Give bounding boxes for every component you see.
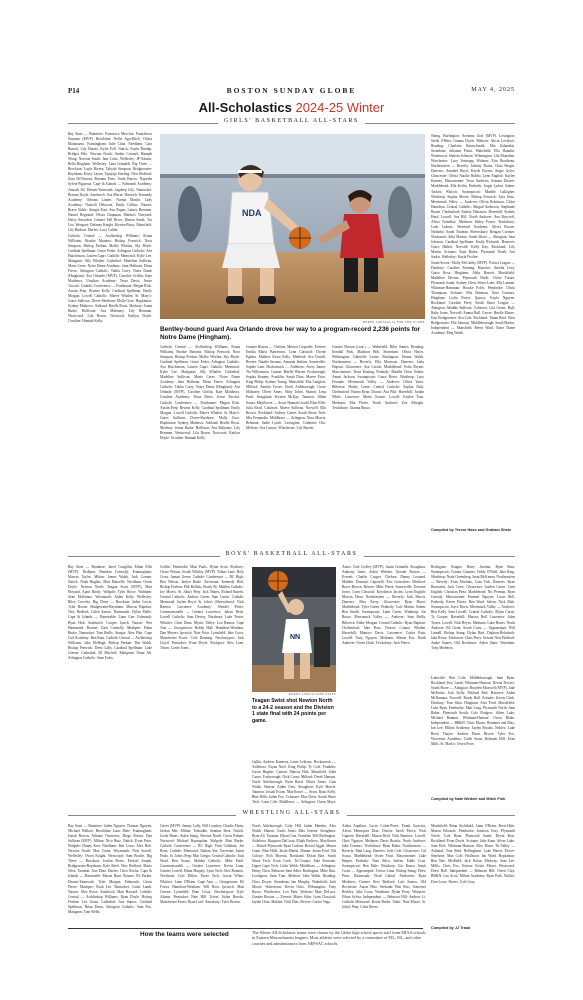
svg-text:NDA: NDA [242,208,262,218]
wrestling-column-3: North Attleborough: Cody Hill, Jaden Mendes, Alex Walsh. Sharon: Curtis Jones, Max Greene. Stoughton: Ryan Ali. Taunton: Ethan Cruz. Franklin: Will Buffington. Attleboro: Kingston DaCosta, Elijah Pacheco. Mayflower — Bristol-Plymouth: Ryan Carlson. Bristol Aggie: Mason Grant. Blue Hills: Jacob Martin. Diman: Justin Ford. Old Colony: Nick Moreau. Rockland: Dylan Hart. South Shore Tech: Evan Cook. Tri-County: Jake Fontaine. Upper Cape Tech: Colin Webb. Middlesex — Arlington: Henry Chen. Belmont: Sam Adler. Burlington: Mike Kim. Lexington: Sean Tran. Melrose: Jake Walsh. Reading: Chris Dwyer. Stoneham: Ian Murphy. Wakefield: Jack Moore. Watertown: Kevin Ortiz. Wilmington: Tony Russo. Winchester: Leo Park. Woburn: Matt DeLuca. Greater Boston — Everett: Mateo Silva. Lynn Classical: Jaylen Ortiz. Malden: Nick Dias. Revere: Carlos Vega. [252,824,336,904]
boys-column-3: Gallin, Andrew Kanavos, Louie Lebrosa. Hockomock — Attleboro: Kiyan Noel. King Philip: Ty Cole. Franklin: Gavin Hughes. Canton: Marcus Holt. Mansfield: Jalen Carter. Foxborough: Nick Corey. Milford: Derek Hanson. North Attleborough: Ryan Reed. Oliver Ames: Cam Walsh. Sharon: Aidan Grey. Stoughton: Kyle Morris. Taunton: Josiah Evans. Mayflower — Avon: Ryan Kelly. Blue Hills: Jaden Fox. Cohasset: Max Drew. South Shore Tech: Liam Cole. Middlesex — Arlington: Owen Mays. [252,760,336,805]
selection-text: The Winter All-Scholastic teams were chosen by the Globe high school sports staff from MIAA schools in Eastern Massachusetts leagues. Most athletes were selected by a committee of EIL, ISL, and other coaches and administrators from NEPSAC schools. [252,930,426,946]
page-title-main: All-Scholastics [198,100,292,115]
boys-column-5: Rodriguez. Saugus: Harry Joeamo, Ryan Shea. Swampscott: Connor Cianetto, Teddy O'Neill, Jake King. Winthrop: Noah Greenberg, Sean McKenna. Northeastern — Beverly: Evan Morinko, Cam Vick. Danvers: Ryan Bornstein, Jack Cross. Gloucester: Jayden Carter. Lynn English: Christian Pena. Marblehead: Nic Perman, Ryan Cassidy. Masconomet: Emmett Nguyen, Lucas Bell. Peabody: Kevin Flores, Ben Ward. Salem: Nick Dale. Swampscott: Jayce Davis. Merrimack Valley — Andover: Ben Kelly, Sam Lowell. Central Catholic: Rylan Curtis, Ty Cooper. Haverhill: Marcus Bell. Lawrence: Jalen Torres. Lowell: Nick Reyes. Methuen: Luke Harris. North Andover: Eli Grant. South Coast — Apponequet: Will Linnell. Bishop Stang: Dylan Hart. Dighton-Rehoboth: Jake Rowe. Fairhaven: Chris Perry. Greater New Bedford: Andre Soares. Old Rochester: Aiden Shaw. Wareham: Tony Medeiros. [431,565,515,650]
wrestling-column-4: Aiden Aquilina, Lucio Colon-Perez. Frank Gouveia, Alexis Henriquez Diaz. Dracut: Jacob Pierce, Nick Giguere. Haverhill: Mason Reid. Nick Ramirez. Lowell: Chris Nguyen. Methuen: Davis Brooks. North Andover: Jake Connors. Tewksbury: Ryan Baker. Northeastern — Beverly: Matt Lang. Danvers: Josh Cole. Gloucester: Cal Sousa. Marblehead: Owen Frost. Masconomet: Luke Harper. Peabody: Nate Silva. Salem: Eddie Cruz. Swampscott: Ben Hale. Winthrop: Gio Russo. South Coast — Apponequet: Trevor Lima. Bishop Stang: Drew Pires. Dartmouth: Noah Cabral. Fairhaven: Ryan Medeiros. Greater New Bedford: Luis Santos. Old Rochester: Aaron Pike. Seekonk: Ben Reis. Somerset Berkley: Jake Costa. Wareham: Dylan Perry. Westport: Ethan Sylvia. Independent — Belmont Hill: Andrew Li. Catholic Memorial: Kevin Burke. Tabor: Nate Moore. St. John's Prep: Colin Reese. [342,824,426,909]
page-title-year: 2024-25 Winter [295,100,385,115]
boys-basketball-photo [252,567,336,692]
boys-column-1: Bay State — Braintree: Jared Coughlin, Ethan Ellis (MVP). Dedham: Brendan Connolly. Framingham: Marcus Taylor. Milton: James Walsh, Jack Conner. Natick: Noah Hughes, Matt Marcelle. Needham: Owen Doyle. Newton North: Teagan Swist (MVP), Matt Howard, Ajani Hardy. Walpole: Tyler Rowe. Waltham: Sean McKenna. Weymouth: Aiden Kelly. Wellesley: Riley Crowley. Big Three — Brockton: Jaden Lewis, Tyler Boone. Bridgewater-Raynham: Marcus Baptiste. New Bedford: Caleb Santos. Dartmouth: Dylan Mello. Cape & Islands — Barnstable: Liam Carr. Falmouth: Ryan Holt. Sandwich: Cooper Lynch. Nauset: Wes Hammond. Bourne: Zach Connolly. Mashpee: Ethan Burke. Nantucket: Tom Reilly. Sturgis: Alex Pike. Cape Cod Academy: Ben Ruiz. Catholic Central — Archbishop Williams: Jake McHugh. Bishop Feehan: Tim Walsh. Bishop Fenwick: Drew Lally. Cardinal Spellman: Luke Greene. Cathedral: DJ Mitchell. Matignon: Omar Ali. Arlington Catholic: Sean Foley. [68,565,152,660]
girls-photo [160,134,425,319]
girls-column-1: Bay State — Braintree: Francesca Mecchia, Franchesca Surjanto (MVP). Brookline: Nellie Agu-Kitch, Olivia Mattarazzo. Framingham: Julie Chan. Needham: Cara Barrett, Lily Duraio, Kylie Foll. Natick: Kayla Dunlap, Bridget Pelo. Newton North: Amber Coronel, Hannah Wong. Newton South: Jane Lobo. Wellesley: JP Adams, Bella Bingham. Wellesley: Lana Grimaldi. Big Three — Brockton: Layla Rivera, Taliyah Simpson. Bridgewater-Raynham: Kerry Layne, Tajayuja Starling. New Bedford: Zara DeVincent, Brianna Pires. Jesda Barros. Nayasha Sylvia-Figueroa. Cape & Islands — Falmouth Academy: Amirah Sil. Dennis-Yarmouth: Jagdeep Lily. Nantucket: Brenna Doyle. Sandwich: Ava Morin. Harwich: Kennedy Academy: Orleans Linnes. Norma Martin. Lady Academy: Nazvell Delacruz, Emily Collins. Nauset: Brave Noble. Sturgis East: Ava Pagan, Lainey Brennan. Nauset Regional: Olivia Chapman. Martha's Vineyard: Daisy Snowden. Greater Fall River: Diman Sarah. Tor Leo. Westport: Delaney Knight, Kirsten Bracy. Mansfield: Lily Hudson. Durfee: Lucy Calder. Catholic Central — Archbishop Williams: Kiana Williams, Brooke Maratea. Bishop Fenwick: Nora Simpson, Bishop Feehan: Mollie Whelan, Sky Boyle. Cardinal Spellman: Grace Fedor. Arlington Catholic: Ava Hutchinson, Lauren Capri. Catholic Memorial: Kylie Lee. Matignon: Ally Whalen. Cathedral: Madeline Sullivan, Marie Ceres. Notre Dame Academy: Jana Halloran, Elena Fierro. Arlington Catholic: Tahlia Corry. Notre Dame (Hingham): Ava Orlando (MVP), Caroline Griffin, Kate Matthews. Ursuline Academy: Tessa Davis, Jessie Tuccini. Catholic Conference — Fontbonne: Megan Rich. Austin Prep: Brynne Kelly. Cardinal Spellman: Emily Morgan. Lowell Catholic: Maeve Whalen. St. Mary's: Grace Sullivan. Dover-Sherborn: Molly Gore. Hopkinton: Sydney Mathews. Ashland: Brielle Rossi. Medway: Jenna Burke. Holliston: Ava Mahoney, Lily Brennan. Westwood: Lila Rosen. Norwood: Kaitlyn Doyle. Ursuline: Hannah Kelly. [68,132,152,324]
boys-column-4: Amos: Cole Creffey (MVP), Justin Grimaldi. Stoughton: Anthony Jones. Aiden Webster. Greater Boston — Everett: Charlie Cooper. Chelsea: Danny Leonard. Malden: Dominic Caporelli, Eric Goncalves. Medford: Bryce Brown. Revere: Mike Pierre. Somerville: Terrence Jones. Lynn Classical: Keyshawn Jacobs. Lynn English: Marcus Dean. Northeastern — Beverly: Jack Morris. Danvers: Max Kerry. Gloucester: Ryan Howe. Marblehead: Tyler Green. Peabody: Cole Martin. Salem: Ben Smith. Swampscott: Liam Carter. Winthrop: Joe Russo. Merrimack Valley — Andover: Sam Reilly. Billerica: Eddie Morgan. Central Catholic: Ryan Baptiste. Chelmsford: Jake Ross. Dracut: Connor Whalen. Haverhill: Maurice Davis. Lawrence: Carlos Ruiz. Lowell: Tony Nguyen. Methuen: Mason Fox. North Andover: Owen Clark. Tewksbury: Jack Pierce. [342,565,426,645]
girls-column-3: Greater Boston — Chelsea: Monica Cespedes. Everett: Emilia Maria Barrientos. Lynn Classical: Divine Egbeta. Malden: Keira Kelly. Medford: Ava Duvall. Revere: Natalie Serrano, Amanda Jenkins. Somerville: Sophie Lam. Hockomock — Attleboro: Avery James, Tia Williamson. Canton: Brielle Warren. Foxborough: Sophia Kenney. Franklin: Sarah Dion, Maeve Price. King Philip: Sydney Young. Mansfield: Mia Langlois. Milford: Amelia Torres. North Attleborough: Grace Mahoney. Oliver Ames: Abby Tobin. Sharon: Lena Patel. Stoughton: Kirsten McKay. Taunton: Jillian Souza. Mayflower — Avon: Hannah Gould. Blue Hills: Julia Read. Cohasset: Maeve Sullivan. Norwell: Ella Brown. Rockland: Sydney Carter. South Shore Tech: Mia Fernandes. Middlesex — Arlington: Nora Morris. Belmont: Sadie Lynch. Lexington: Catherine Cho. Melrose: Ava Conroy. Winchester: Lily Barrett. [246,345,326,430]
issue-date: MAY 4, 2025 [471,87,515,93]
girls-column-4: Greater Boston (cont.) — Wakefield: Riley Santos. Reading: Kendall Park, Madison Holt. Stoneham: Olivia Hayes. Wilmington: Gabrielle Leone. Burlington: Emma Walsh. Northeastern — Beverly: Ella Morrison. Danvers: Jaela Dupont. Gloucester: Ava Cusick. Marblehead: Sofia Bryant. Masconomet: Tessa Keating. Peabody: Maddie Chen. Salem: Amari Jackson. Swampscott: Grace Rowe. Winthrop: Lucy Ferrante. Merrimack Valley — Andover: Olivia Yates. Billerica: Hailey Crane. Central Catholic: Sophia Daly. Chelmsford: Emma Ryan. Dracut: Ava Pike. Haverhill: Jordan White. Lawrence: Maria Gomez. Lowell: Kaylee Tran. Methuen: Mia Flores. North Andover: Zoe Albright. Tewksbury: Gianna Russo. [332,345,424,410]
girls-photo-caption: Bentley-bound guard Ava Orlando drove her way to a program-record 2,236 points for Notre Dame (Hingham). [160,326,421,341]
boys-column-2: Griffin. Pembroke: Matt Pauls, Dylan Scott. Roxbury: Chase Wilson, Josiah Whitley (MVP). Tobias Lane. Holy Cross: Jamari Green. Catholic Conference — BC High: Ben Nelson, Jaelyn Beale. Xavierian: Kennedy Holt, Bishop Feehan: Phil Bellido, Brody Bi. Malden Catholic: Joe Morris. St. John's Prep: Jack Nunes, Roland Barrett. Central Catholic: Andrew Green, Sam Curtin. Catholic Memorial: Jaylen Boyd. St. John's (Shrewsbury): Nick Barrow. Lawrence Academy: Wendel Pierre. Commonwealth — Greater Lawrence: Julian Beck. Lowell Catholic: Sam Dewey. Northeast: Luke Torres. Whittier: Chris Dean. Mystic Valley: Leo Ramos. Cape Ann — Georgetown: Bobby Hall. Hamilton-Wenham: Dan Meyers. Ipswich: Nate Price. Lynnfield: Jake Cross. Manchester Essex: Cole Denning. Newburyport: Jack Lloyd. Pentucket: Evan Doyle. Rockport: Alex Lane. Triton: Carter Jones. [160,565,244,650]
page-title [0,100,583,115]
girls-column-2: Catholic Central — Archbishop Williams: Kiana Williams, Brooke Maratea. Bishop Fenwick: Nora Simpson, Bishop Feehan: Mollie Whelan, Sky Boyle. Cardinal Spellman: Grace Fedor. Arlington Catholic: Ava Hutchinson, Lauren Capri. Catholic Memorial: Kylie Lee. Matignon: Ally Whalen. Cathedral: Madeline Sullivan, Marie Ceres. Notre Dame Academy: Jana Halloran, Elena Fierro. Arlington Catholic: Tahlia Corry. Notre Dame (Hingham): Ava Orlando (MVP), Caroline Griffin, Kate Matthews. Ursuline Academy: Tessa Davis, Jessie Tuccini. Catholic Conference — Fontbonne: Megan Rich. Austin Prep: Brynne Kelly. Cardinal Spellman: Emily Morgan. Lowell Catholic: Maeve Whalen. St. Mary's: Grace Sullivan. Dover-Sherborn: Molly Gore. Hopkinton: Sydney Mathews. Ashland: Brielle Rossi. Medway: Jenna Burke. Holliston: Ava Mahoney, Lily Brennan. Westwood: Lila Rosen. Norwood: Kaitlyn Doyle. Ursuline: Hannah Kelly. [160,345,240,440]
section-header-girls: GIRLS' BASKETBALL ALL-STARS [68,118,515,128]
boys-column-6: Lakeville: Ben Cole. Middleborough: Sam Ryan. Rockland: Eric Lamb. Whitman-Hanson: Devon Powers. South Shore — Abington: Brayden Maxwell (MVP). Jake McEntire. Jack Kelly. Michael Reil. Hanover: Aiden McNamara. Norwell: Brady Hall. Scituate: Kevin Clark. Duxbury: Tom Shea. Hingham: Alex Ford. Marshfield: Luke Ryan. Pembroke: Matt Long. Plymouth North: Sam Baker. Plymouth South: Cole Rodgers. Silver Lake: Michael Bannon. Whitman-Hanson: Owen Blake. Independent — BB&N: Chris Moore. Brimmer and May: Ian Lee. Milton Academy: Jaylen Brooks. Nobles: Luke Reed. Thayer: Andrew Dunn. Rivers: Tyler Fox. Worcester Academy: Caleb Stone. Belmont Hill: Evan Mills. St. Mark's: Owen Price. [431,676,515,746]
boys-photo-credit: BARRY CHIN/GLOBE STAFF [288,692,336,696]
boys-photo-caption: Teagan Swist shot Newton North to a 24-2 season and the Division 1 state final with 24 points per game. [252,698,334,724]
wrestling-column-5: Marshfield: Brian Archibald, Liam O'Brien, Brett Hale. Mason Edwards. Pembroke: Jamison Gray. Plymouth North: Cole Ryan. Plymouth South: Devin Kerr. Rockland: Evan Doyle. Scituate: Jake Kane. Silver Lake: Sam Holt. Whitman-Hanson: Alex Dunn. Tri-Valley — Ashland: Tom Reid. Bellingham: Luke Harris. Dover-Sherborn: Max Cole. Holliston: Ian Ward. Hopkinton: Ben Tate. Medfield: Jack Nolan. Medway: Sam Lee. Millis: Chris Fox. Norton: Kevin Mayer. Westwood: Drew Ball. Independent — Belmont Hill: Owen Clay. BB&N: Leo Scott. Milton Academy: Ryan Park. Nobles: Finn Lowe. Rivers: Cole Gray. [431,824,515,884]
wrestling-column-1: Bay State — Braintree: Jaden Nguyen, Thomas Nguyen, Michael Wallace. Brookline: Isaac Rhee. Framingham: Isaiah Brown, Adriano Ontiveros, Diego Rivera. Dan Sullivan (MVP). Milton: Nico Ruiz. Natick: Evan Price. Walpole: Danny Kerr. Needham: Ben Lowe, Alex Holt. Newton North: Max Carter. Weymouth: Nick Sorrell. Wellesley: Owen Knight. Westwood: Sam Brodie. Big Three — Brockton: Jordan Pierre, Ezekiel Joseph. Bridgewater-Raynham: Kyle Reed. New Bedford: Mario Silva. Taunton: Jose Diaz. Durfee: Chris Rocha. Cape & Islands — Barnstable: Mason Hunt. Bourne: Eli Parker. Dennis-Yarmouth: Tyler Morgan. Falmouth: Gavin Pierce. Mashpee: Noah Lee. Nantucket: Carter Lamb. Nauset: Alex Rowe. Sandwich: Matt Howard. Catholic Central — Archbishop Williams: Ryan Doyle. Bishop Feehan: Leo Grant. Cathedral: Jose Santos. Cardinal Spellman: Brian Dunn. Arlington Catholic: Sam Fox. Matignon: Tom Webb. [68,824,152,914]
footer-rule [68,928,423,929]
masthead [68,84,515,98]
wrestling-column-2: Gaves (MVP). Jimmy Lally, Will Lynskey, Charlie Flynn, Jordan Mei. Milton: Teshaddo, Seamus Shea. Natick: Jacob Hines, Aiden Stang. Newton North: Owen Palmer. Norwood: Michael Bayasgalan. Walpole: Matt Burke. Catholic Conference — BC High: Finn Callahan, Joe Ryan. Catholic Memorial: Nathan Yue. Xaverian: Justin Parks. St. John's Prep: Mac Gregor. Central Catholic: Jack Ward, Ben Sousa. Malden Catholic: Mike Patel. Commonwealth — Greater Lawrence: Kevin Luna. Greater Lowell: Ethan Murphy. Lynn Tech: Alex Romero. Northeast: Cole Dillon. Essex Tech: Gavin White. Whittier: Liam O'Brien. Cape Ann — Georgetown: Eli Foster. Hamilton-Wenham: Will Ross. Ipswich: Matt Greene. Lynnfield: Dom Costa. Newburyport: Kyle Adams. Pentucket: Nate Hill. Triton: Aidan Brooks. Manchester Essex: Ryan Lord. Amesbury: Tyler Brown. [160,824,244,904]
section-header-wrestling: WRESTLING ALL-STARS [68,810,515,820]
girls-basketball-photo [160,134,425,319]
boys-compiled-by: Compiled by Nate Weitzer and Mitch Fink [431,797,506,801]
girls-column-5: Sheng. Burlington: Savanna Graf (MVP). Lexington: Stella O'Hara, Gianna Doyle. Melrose: Alicia Lovelace. Reading: Charlotte Reinschmidt, Mia Zaharakis. Stoneham: Julianna Prizzi. Wakefield: Ella Hanafin. Watertown: Shalom Johnson. Wilmington: Lila Monahan. Winchester: Lucy Vontrapp. Woburn: Erin Boudreau. Northeastern — Beverly: Infinity Burns, Clara Bergin. Danvers: Annabel Boyd, Kayde Brown, Angie Gyles. Gloucester: Olivia Natalie Rubbo. Lynn English: Kaylee Kenney. Masconomet: Tessa Andrews, Samara Deaver. Marblehead: Ella Keilin. Peabody: Jorgie Lydon. Salem: Tashira Walcott. Swampscott: Maddie Gallagher. Winthrop: Sophia Moore. Bishop Fenwick: Ayla Sirac. Merrimack Valley — Andover: Olivia Robinson, Chloe Hamilton. Central Catholic: Abigail Anderson, Stephanie Ruane. Chelmsford: Audrey Dimarzio. Haverhill: Sydney Hurd. Lowell: Ava Hill. North Andover: Ana Baycroft, Alexa Tremblay. Methuen: Haley Foster. Tewksbury: Leah Ledoux. Westford Academy: Olivia Brown. Nashoba: Sarah Trudeau. Shrewsbury: Reagan Cormier. Wachusett: Julia Marino. South Shore — Abington: Sara Johnson. Cardinal Spellman: Emily Richards. Hanover: Grace Hallett. Norwell: Kelly Kay. Rockland: Lily Martin. Scituate: Kate Burke. Plymouth North: Ava Sarkis. Wellesley: Kayla Fischer. South Sector: Molly McCarthy (MVP). Patriot League — Duxbury: Caroline Fanning. Hanover: Amelia Levy, Grace Ross. Hingham: Abby Barrett. Marshfield: Madeline Devine. Plymouth North: Chloe Turner. Plymouth South: Sydney Chen. Silver Lake: Ally Lannan. Whitman-Hansman: Brooke Foley. Pembroke: Olivia Thompson. Scituate: Ella Brennan, Gina Connors. Hingham: Lydia Porter. Quincy: Kayla Nguyen. Rockland: Caroline Perry. South Shore League — Abington: Maddie Sullivan. Cohasset: Lila Green. Hull: Ruby Jones. Norwell: Emma Ball. Carver: Brielle Moore. East Bridgewater: Ava Cole. Rockland: Tatum Reid. West Bridgewater: Ella Johnson. Middleborough: Sarah Martin. Independent — Mansfield: Reese Ward. Notre Dame Academy: Meg Walsh. [431,134,515,336]
girls-photo-credit: DEBEE TARTAGLIA FOR THE GLOBE [362,320,425,324]
page-number: P14 [68,87,80,95]
wrestling-compiled-by: Compiled by JJ Traub [431,926,471,930]
selection-title: How the teams were selected [140,931,229,938]
section-header-boys: BOYS' BASKETBALL ALL-STARS [68,551,515,561]
boys-photo [252,567,336,692]
svg-text:NN: NN [290,634,301,641]
paper-name: BOSTON SUNDAY GLOBE [226,86,357,95]
girls-compiled-by: Compiled by Trevor Hass and Graham Shetz [431,528,511,532]
